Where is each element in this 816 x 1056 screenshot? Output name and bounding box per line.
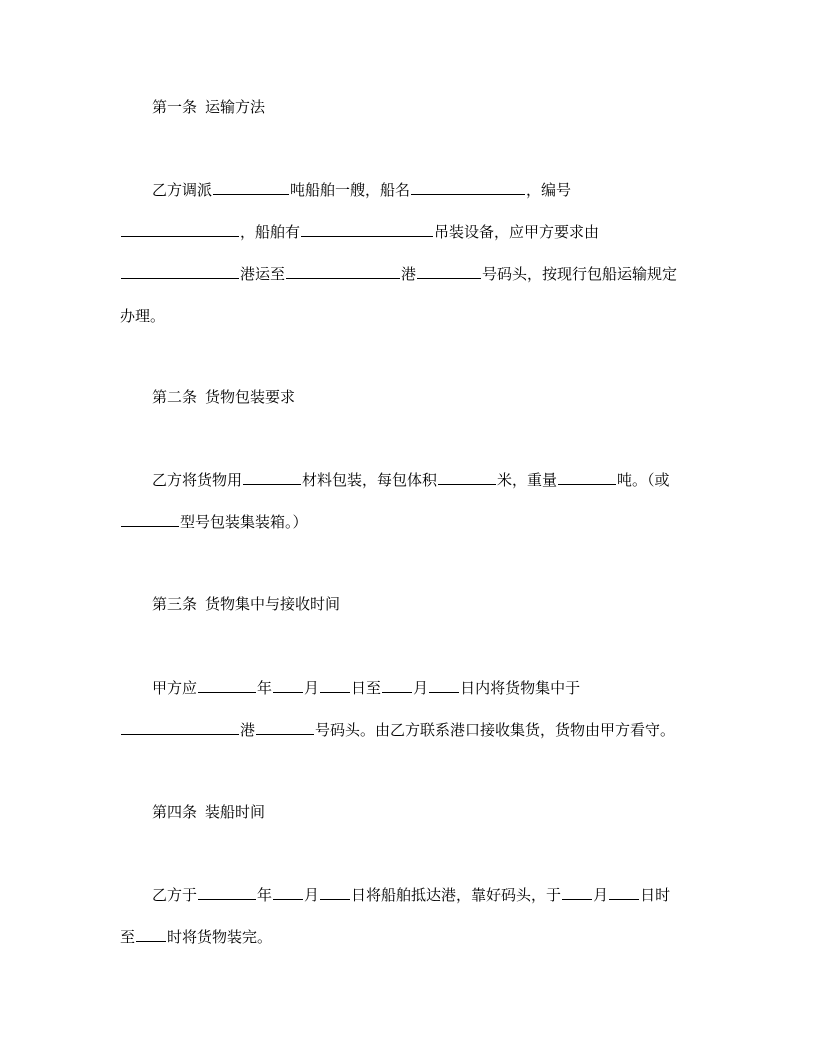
fill-blank bbox=[198, 677, 256, 693]
text: 办理。 bbox=[120, 307, 166, 325]
article-1-heading bbox=[152, 96, 265, 118]
text: 日内将货物集中于 bbox=[460, 679, 581, 697]
fill-blank bbox=[136, 926, 166, 942]
text: 日将船舶抵达港，靠好码头，于 bbox=[351, 886, 562, 904]
article-title: 运输方法 bbox=[205, 98, 266, 116]
text: 至 bbox=[120, 928, 136, 946]
article-1-line-2 bbox=[120, 221, 696, 243]
fill-blank bbox=[609, 884, 639, 900]
text: 乙方于 bbox=[152, 886, 198, 904]
text: 日至 bbox=[351, 679, 382, 697]
fill-blank bbox=[121, 511, 179, 527]
text: 型号包装集装箱。） bbox=[180, 513, 308, 531]
fill-blank bbox=[411, 179, 525, 195]
fill-blank bbox=[121, 221, 239, 237]
text: 年 bbox=[257, 679, 273, 697]
fill-blank bbox=[198, 884, 256, 900]
fill-blank bbox=[320, 677, 350, 693]
fill-blank bbox=[256, 719, 314, 735]
article-1-line-3 bbox=[120, 263, 696, 285]
article-title: 货物集中与接收时间 bbox=[205, 595, 341, 613]
article-2-line-2 bbox=[120, 511, 696, 533]
fill-blank bbox=[286, 263, 400, 279]
fill-blank bbox=[417, 263, 481, 279]
text: 月 bbox=[413, 679, 429, 697]
text: 号码头，按现行包船运输规定 bbox=[482, 265, 678, 283]
fill-blank bbox=[213, 179, 289, 195]
article-number: 第一条 bbox=[152, 98, 198, 116]
article-2-heading bbox=[152, 386, 295, 408]
text: 甲方应 bbox=[152, 679, 198, 697]
fill-blank bbox=[438, 469, 496, 485]
fill-blank bbox=[558, 469, 616, 485]
fill-blank bbox=[121, 719, 239, 735]
text: 年 bbox=[257, 886, 273, 904]
article-1-line-4 bbox=[120, 305, 696, 327]
fill-blank bbox=[121, 263, 239, 279]
fill-blank bbox=[243, 469, 301, 485]
text: 港 bbox=[401, 265, 417, 283]
text: 吨船舶一艘，船名 bbox=[290, 181, 411, 199]
article-4-line-1 bbox=[152, 884, 696, 906]
text: 时将货物装完。 bbox=[167, 928, 273, 946]
text: 月 bbox=[304, 886, 320, 904]
article-3-line-2 bbox=[120, 719, 696, 741]
article-title: 货物包装要求 bbox=[205, 388, 296, 406]
article-number: 第二条 bbox=[152, 388, 198, 406]
text: ，编号 bbox=[526, 181, 572, 199]
text: 吨。（或 bbox=[617, 471, 670, 489]
fill-blank bbox=[429, 677, 459, 693]
text: 乙方调派 bbox=[152, 181, 213, 199]
text: 号码头。由乙方联系港口接收集货，货物由甲方看守。 bbox=[315, 721, 676, 739]
text: 港 bbox=[240, 721, 256, 739]
article-title: 装船时间 bbox=[205, 803, 266, 821]
article-number: 第四条 bbox=[152, 803, 198, 821]
text: ，船舶有 bbox=[240, 223, 301, 241]
text: 米，重量 bbox=[497, 471, 558, 489]
fill-blank bbox=[301, 221, 433, 237]
article-number: 第三条 bbox=[152, 595, 198, 613]
text: 月 bbox=[304, 679, 320, 697]
fill-blank bbox=[320, 884, 350, 900]
article-3-heading bbox=[152, 593, 340, 615]
fill-blank bbox=[273, 884, 303, 900]
article-1-line-1 bbox=[152, 179, 696, 201]
text: 吊装设备，应甲方要求由 bbox=[434, 223, 600, 241]
fill-blank bbox=[382, 677, 412, 693]
article-3-line-1 bbox=[152, 677, 696, 699]
article-2-line-1 bbox=[152, 469, 696, 491]
fill-blank bbox=[562, 884, 592, 900]
text: 乙方将货物用 bbox=[152, 471, 243, 489]
text: 月 bbox=[593, 886, 609, 904]
article-4-line-2 bbox=[120, 926, 696, 948]
article-4-heading bbox=[152, 801, 265, 823]
text: 材料包装，每包体积 bbox=[302, 471, 438, 489]
fill-blank bbox=[273, 677, 303, 693]
text: 港运至 bbox=[240, 265, 286, 283]
text: 日时 bbox=[640, 886, 671, 904]
